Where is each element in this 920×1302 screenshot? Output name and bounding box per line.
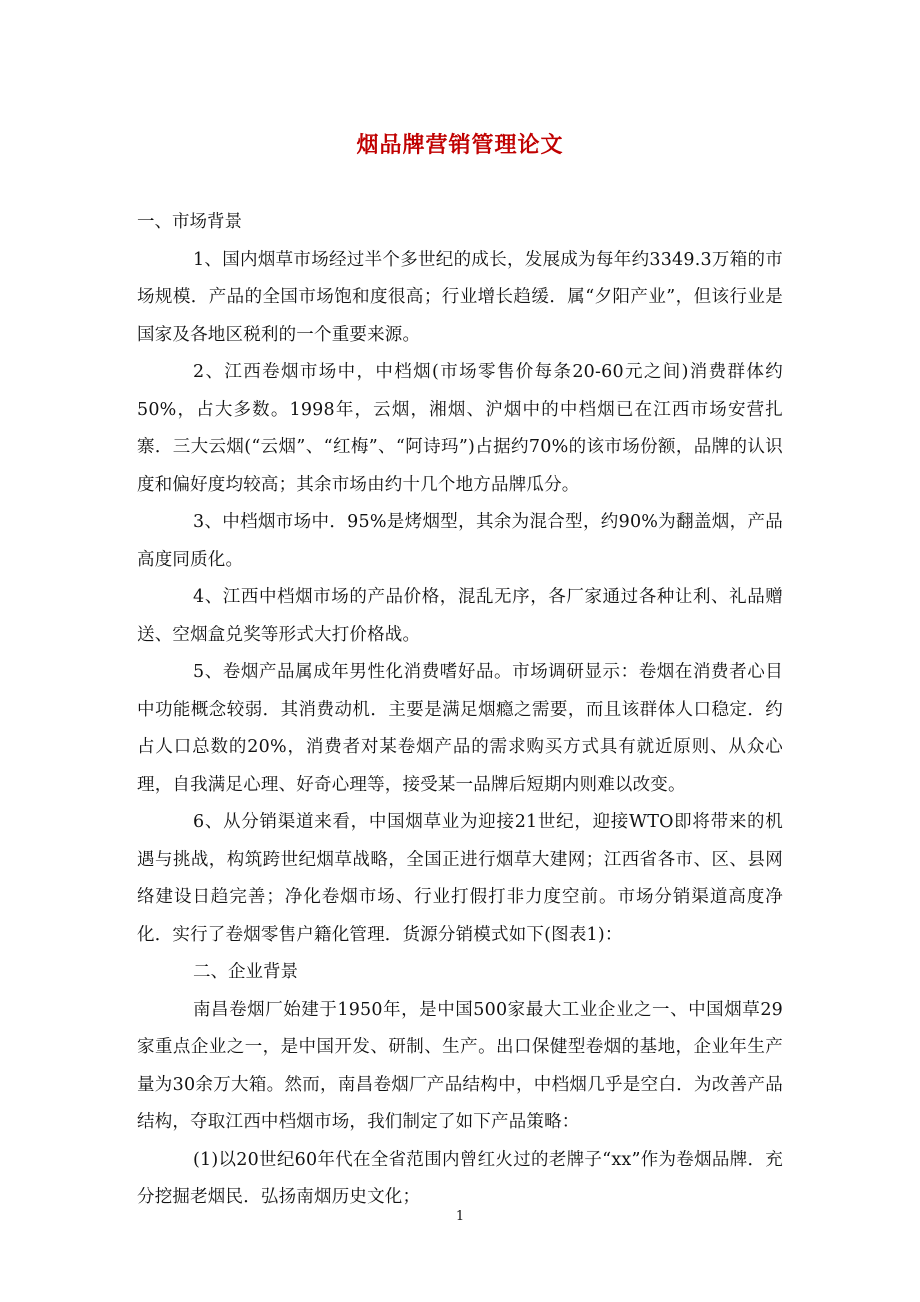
- paragraph: 南昌卷烟厂始建于1950年，是中国500家最大工业企业之一、中国烟草29家重点企业之一，是中国开发、研制、生产。出口保健型卷烟的基地，企业年生产量为30余万大箱。然而，南昌卷烟厂产品结构中，中档烟几乎是空白．为改善产品结构，夺取江西中档烟市场，我们制定了如下产品策略：: [137, 999, 783, 1132]
- paragraph: 4、江西中档烟市场的产品价格，混乱无序，各厂家通过各种让利、礼品赠送、空烟盒兑奖等形式大打价格战。: [137, 587, 783, 645]
- document-title: 烟品牌营销管理论文: [356, 133, 564, 158]
- paragraph: 5、卷烟产品属成年男性化消费嗜好品。市场调研显示：卷烟在消费者心目中功能概念较弱．其消费动机．主要是满足烟瘾之需要，而且该群体人口稳定．约占人口总数的20%，消费者对某卷烟产品的需求购买方式具有就近原则、从众心理，自我满足心理、好奇心理等，接受某一品牌后短期内则难以改变。: [137, 662, 783, 795]
- paragraph: 6、从分销渠道来看，中国烟草业为迎接21世纪，迎接WTO即将带来的机遇与挑战，构筑跨世纪烟草战略，全国正进行烟草大建网；江西省各市、区、县网络建设日趋完善；净化卷烟市场、行业打假打非力度空前。市场分销渠道高度净化．实行了卷烟零售户籍化管理．货源分销模式如下(图表1)：: [137, 812, 783, 945]
- paragraph: (1)以20世纪60年代在全省范围内曾红火过的老牌子“xx”作为卷烟品牌．充分挖掘老烟民．弘扬南烟历史文化；: [137, 1149, 783, 1207]
- section-heading-enterprise: 二、企业背景: [193, 962, 298, 982]
- paragraph: 1、国内烟草市场经过半个多世纪的成长，发展成为每年约3349.3万箱的市场规模．产品的全国市场饱和度很高；行业增长趋缓．属“夕阳产业”，但该行业是国家及各地区税利的一个重要来源。: [137, 249, 783, 345]
- paragraph: 3、中档烟市场中．95%是烤烟型，其余为混合型，约90%为翻盖烟，产品高度同质化。: [137, 512, 783, 570]
- section-heading-market: 一、市场背景: [137, 212, 242, 232]
- paragraph: 2、江西卷烟市场中，中档烟(市场零售价每条20-60元之间)消费群体约50%，占大多数。1998年，云烟，湘烟、沪烟中的中档烟已在江西市场安营扎寨．三大云烟(“云烟”、“红梅”、“阿诗玛”)占据约70%的该市场份额，品牌的认识度和偏好度均较高；其余市场由约十几个地方品牌瓜分。: [137, 362, 783, 495]
- document-body: [137, 204, 783, 1217]
- page-number: 1: [455, 1209, 465, 1224]
